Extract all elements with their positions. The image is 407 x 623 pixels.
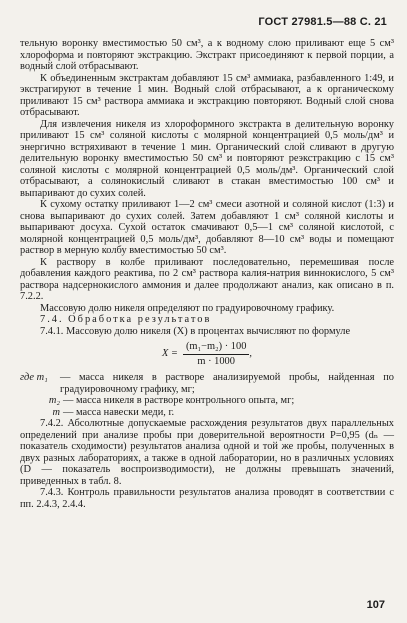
definition-m2 — [20, 395, 394, 407]
mass-fraction-formula — [20, 338, 394, 370]
document-body — [20, 38, 394, 510]
paragraph-nickel-extraction: Для извлечения никеля из хлороформного экстракта в делительную воронку приливают 15 см³ соляной кислоты с молярной концентрацией 0,5 моль/дм³ и энергично встряхивают в течение 1 мин. Органический слой сливают в другую делительную воронку вместимостью 50 см³ и повторяют реэкстракцию с 15 см³ соляной кислоты с молярной концентрацией 0,5 моль/дм³. Органический слой отбрасывают, а солянокислый сливают в стакан вместимостью 100 см³ и выпаривают до сухих солей. — [20, 118, 394, 199]
paragraph-dry-residue: К сухому остатку приливают 1—2 см³ смеси азотной и соляной кислот (1:3) и снова выпаривают до сухих солей. Затем добавляют 1 см³ соляной кислоты и выпаривают досуха. Сухой остаток смачивают 0,5—1 см³ соляной кислотой, с молярной концентрацией 0,5 моль/дм³, добавляют 8—10 см³ воды и помещают раствор в мерную колбу вместимостью 50 см³. — [20, 199, 394, 256]
paragraph-continuation: тельную воронку вместимостью 50 см³, а к водному слою приливают еще 5 см³ хлороформа и повторяют экстракцию. Экстракт присоединяют к первой порции, а водный слой отбрасывают. — [20, 38, 394, 72]
page-number: 107 — [366, 599, 385, 611]
item-7-4-2: 7.4.2. Абсолютные допускаемые расхождения результатов двух параллельных определений при анализе пробы при доверительной вероятности P=0,95 (dₙ — показатель сходимости) результатов анализа одной и той же пробы, полученных в двух разных лабораториях, а также в одной лаборатории, но в различных условиях (D — показатель воспроизводимости), не должны превышать значений, приведенных в табл. 8. — [20, 418, 394, 487]
formula-numerator: (m₁−m₂) · 100 — [183, 341, 249, 355]
paragraph-calibration: Массовую долю никеля определяют по градуировочному графику. — [40, 302, 335, 314]
section-title: 7.4. Обработка результатов — [40, 314, 212, 325]
definition-m — [20, 407, 394, 419]
definition-text: — масса навески меди, г. — [63, 406, 175, 418]
page-header: ГОСТ 27981.5—88 С. 21 — [258, 16, 387, 28]
formula-end: , — [249, 348, 252, 360]
item-7-4-3: 7.4.3. Контроль правильности результатов анализа проводят в соответствии с пп. 2.4.3, 2.4.4. — [20, 487, 394, 510]
definition-symbol: m — [52, 406, 60, 418]
formula-denominator: m · 1000 — [197, 355, 235, 367]
definition-text: — масса никеля в растворе анализируемой пробы, найденная по градуировочному графику, мг; — [60, 372, 394, 395]
formula-lhs: X = — [161, 348, 178, 360]
item-7-4-1: 7.4.1. Массовую долю никеля (X) в процентах вычисляют по формуле — [40, 325, 351, 337]
paragraph-reagents: К раствору в колбе приливают последовательно, перемешивая после добавления каждого реактива, по 2 см³ раствора калия-натрия виннокислого, 5 см³ раствора надсернокислого аммония и далее продолжают анализ, как описано в п. 7.2.2. — [20, 256, 394, 302]
definition-m1 — [20, 372, 394, 395]
formula-fraction — [183, 341, 249, 367]
definition-symbol: где m₁ — [20, 372, 48, 383]
paragraph-ammonia-wash: К объединенным экстрактам добавляют 15 см³ аммиака, разбавленного 1:49, и экстрагируют в течение 1 мин. Водный слой отбрасывают, а к органическому приливают 15 см³ раствора аммиака и экстракцию повторяют. Водный слой снова отбрасывают. — [20, 72, 394, 118]
definition-symbol: m₂ — [48, 395, 60, 406]
definition-text: — масса никеля в растворе контрольного опыта, мг; — [63, 395, 295, 406]
definitions-list — [20, 372, 394, 418]
